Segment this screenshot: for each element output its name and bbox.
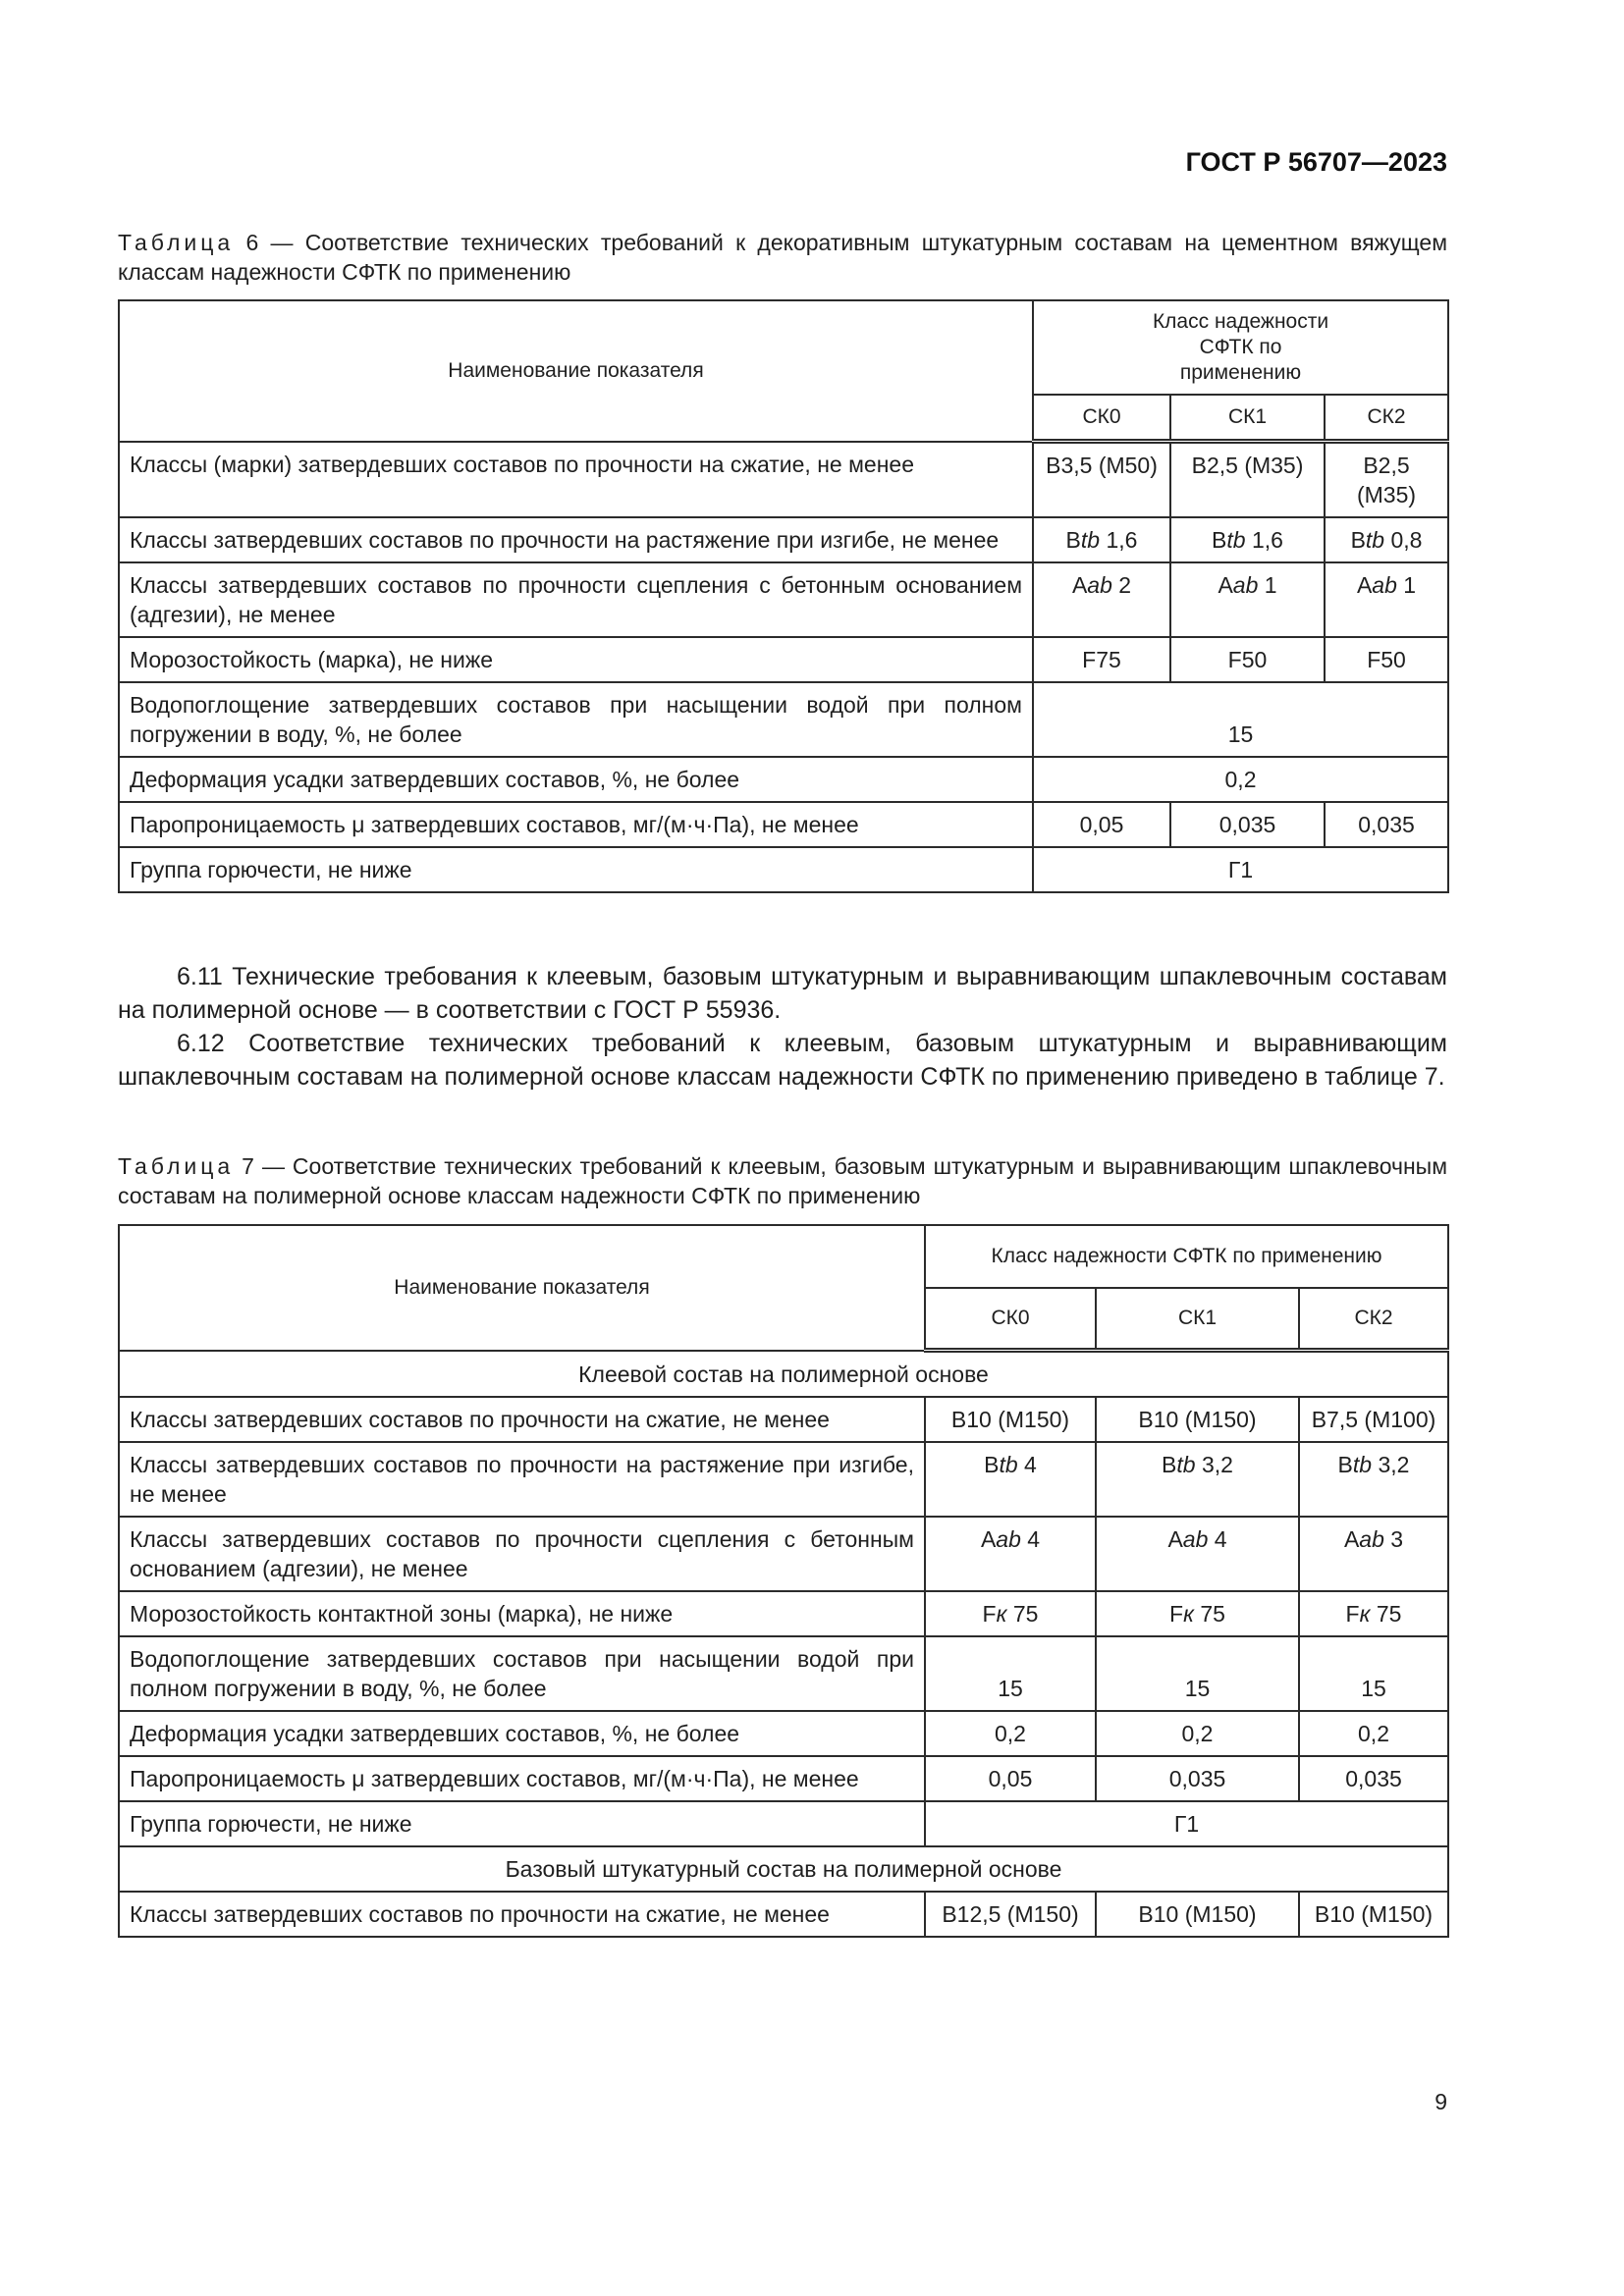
table-6-value: В2,5 (М35) bbox=[1170, 442, 1325, 518]
table-6-number: 6 bbox=[245, 230, 259, 255]
table-6-value: 0,05 bbox=[1033, 802, 1170, 847]
table-7-class-2: СК2 bbox=[1299, 1288, 1448, 1351]
table-6-merged-value: 15 bbox=[1033, 682, 1448, 757]
table-7-title: — Соответствие технических требований к клеевым, базовым штукатурным и выравнивающим шпаклевочным составам на полимерной основе классам надежности СФТК по применению bbox=[118, 1153, 1448, 1208]
table-6-row-name: Деформация усадки затвердевших составов, %, не более bbox=[119, 757, 1033, 802]
table-7-value: Aab 4 bbox=[1096, 1517, 1299, 1591]
table-7-row-name: Группа горючести, не ниже bbox=[119, 1801, 925, 1846]
table-7-value: 0,2 bbox=[1096, 1711, 1299, 1756]
table-7-label: Таблица bbox=[118, 1153, 235, 1179]
table-7-row-name: Водопоглощение затвердевших составов при насыщении водой при полном погружении в воду, %, не более bbox=[119, 1636, 925, 1711]
table-6-row-name: Классы затвердевших составов по прочности сцепления с бетонным основанием (адгезии), не менее bbox=[119, 562, 1033, 637]
table-row bbox=[119, 802, 1448, 847]
table-7-row-name: Классы затвердевших составов по прочности на растяжение при изгибе, не менее bbox=[119, 1442, 925, 1517]
table-7-value: Fк 75 bbox=[1299, 1591, 1448, 1636]
table-section-title: Базовый штукатурный состав на полимерной основе bbox=[119, 1846, 1448, 1892]
table-7-value: 0,05 bbox=[925, 1756, 1096, 1801]
table-7-value: Вtb 3,2 bbox=[1299, 1442, 1448, 1517]
table-6-class-2: СК2 bbox=[1325, 395, 1448, 442]
table-7-col-name: Наименование показателя bbox=[119, 1225, 925, 1351]
table-6-row-name: Классы (марки) затвердевших составов по прочности на сжатие, не менее bbox=[119, 442, 1033, 518]
table-6-col-group: Класс надежности СФТК по применению bbox=[1033, 300, 1448, 395]
table-6-value: Вtb 1,6 bbox=[1170, 517, 1325, 562]
table-7-row-name: Паропроницаемость μ затвердевших составов, мг/(м·ч·Па), не менее bbox=[119, 1756, 925, 1801]
table-6-value: F50 bbox=[1170, 637, 1325, 682]
table-7-value: 15 bbox=[925, 1636, 1096, 1711]
table-7-value: В12,5 (М150) bbox=[925, 1892, 1096, 1937]
table-7-value: Aab 4 bbox=[925, 1517, 1096, 1591]
table-7-class-0: СК0 bbox=[925, 1288, 1096, 1351]
table-6-col-name: Наименование показателя bbox=[119, 300, 1033, 442]
table-6-value: F50 bbox=[1325, 637, 1448, 682]
table-7-row-name: Классы затвердевших составов по прочности сцепления с бетонным основанием (адгезии), не менее bbox=[119, 1517, 925, 1591]
table-7-value: В7,5 (М100) bbox=[1299, 1397, 1448, 1442]
table-7-row-name: Морозостойкость контактной зоны (марка), не ниже bbox=[119, 1591, 925, 1636]
table-6-value: В2,5 (М35) bbox=[1325, 442, 1448, 518]
table-7-value: 0,2 bbox=[1299, 1711, 1448, 1756]
table-7-value: В10 (М150) bbox=[925, 1397, 1096, 1442]
table-6-value: Вtb 1,6 bbox=[1033, 517, 1170, 562]
table-row bbox=[119, 517, 1448, 562]
table-row bbox=[119, 1636, 1448, 1711]
table-7-value: Fк 75 bbox=[925, 1591, 1096, 1636]
table-6-class-0: СК0 bbox=[1033, 395, 1170, 442]
table-6-row-name: Водопоглощение затвердевших составов при насыщении водой при полном погружении в воду, %, не более bbox=[119, 682, 1033, 757]
table-6-header-row bbox=[119, 300, 1448, 395]
table-row bbox=[119, 637, 1448, 682]
table-row bbox=[119, 1711, 1448, 1756]
table-row bbox=[119, 847, 1448, 892]
table-6-row-name: Классы затвердевших составов по прочности на растяжение при изгибе, не менее bbox=[119, 517, 1033, 562]
table-6-value: 0,035 bbox=[1170, 802, 1325, 847]
table-7-value: 0,035 bbox=[1299, 1756, 1448, 1801]
table-6-value: Aab 1 bbox=[1170, 562, 1325, 637]
table-6-row-name: Паропроницаемость μ затвердевших составов, мг/(м·ч·Па), не менее bbox=[119, 802, 1033, 847]
table-row bbox=[119, 1756, 1448, 1801]
table-row bbox=[119, 1591, 1448, 1636]
table-7-class-1: СК1 bbox=[1096, 1288, 1299, 1351]
table-row bbox=[119, 757, 1448, 802]
table-section-title: Клеевой состав на полимерной основе bbox=[119, 1351, 1448, 1398]
table-7-row-name: Классы затвердевших составов по прочности на сжатие, не менее bbox=[119, 1397, 925, 1442]
table-7-value: Aab 3 bbox=[1299, 1517, 1448, 1591]
table-6-value: 0,035 bbox=[1325, 802, 1448, 847]
table-6-value: F75 bbox=[1033, 637, 1170, 682]
table-row bbox=[119, 1801, 1448, 1846]
table-7-value: В10 (М150) bbox=[1096, 1892, 1299, 1937]
table-7-value: 15 bbox=[1096, 1636, 1299, 1711]
paragraph-6-11: 6.11 Технические требования к клеевым, базовым штукатурным и выравнивающим шпаклевочным составам на полимерной основе — в соответствии с ГОСТ Р 55936. bbox=[118, 963, 1447, 1024]
table-7-value: В10 (М150) bbox=[1299, 1892, 1448, 1937]
body-text bbox=[118, 960, 1447, 1094]
table-7-number: 7 bbox=[242, 1153, 254, 1179]
table-6-value: В3,5 (М50) bbox=[1033, 442, 1170, 518]
table-6-value: Aab 1 bbox=[1325, 562, 1448, 637]
table-7-value: Вtb 3,2 bbox=[1096, 1442, 1299, 1517]
table-7-col-group: Класс надежности СФТК по применению bbox=[925, 1225, 1448, 1288]
paragraph-6-12: 6.12 Соответствие технических требований к клеевым, базовым штукатурным и выравнивающим шпаклевочным составам на полимерной основе классам надежности СФТК по применению приведено в таблице 7. bbox=[118, 1030, 1447, 1091]
table-6-class-1: СК1 bbox=[1170, 395, 1325, 442]
table-7-value: 0,2 bbox=[925, 1711, 1096, 1756]
table-6-caption bbox=[118, 228, 1447, 287]
table-6-merged-value: Г1 bbox=[1033, 847, 1448, 892]
table-7-row-name: Деформация усадки затвердевших составов, %, не более bbox=[119, 1711, 925, 1756]
table-row bbox=[119, 682, 1448, 757]
document-code: ГОСТ Р 56707—2023 bbox=[1185, 147, 1447, 177]
table-6-label: Таблица bbox=[118, 230, 235, 255]
table-7-value: 15 bbox=[1299, 1636, 1448, 1711]
page-number: 9 bbox=[1435, 2089, 1447, 2114]
table-7-value: Fк 75 bbox=[1096, 1591, 1299, 1636]
table-7-value: 0,035 bbox=[1096, 1756, 1299, 1801]
table-row bbox=[119, 1517, 1448, 1591]
table-6-value: Вtb 0,8 bbox=[1325, 517, 1448, 562]
table-row bbox=[119, 1442, 1448, 1517]
table-7 bbox=[118, 1224, 1449, 1938]
table-7-value: Вtb 4 bbox=[925, 1442, 1096, 1517]
table-6 bbox=[118, 299, 1449, 893]
table-7-caption bbox=[118, 1151, 1447, 1210]
table-7-value: В10 (М150) bbox=[1096, 1397, 1299, 1442]
table-row bbox=[119, 1397, 1448, 1442]
table-7-row-name: Классы затвердевших составов по прочности на сжатие, не менее bbox=[119, 1892, 925, 1937]
table-section-row bbox=[119, 1351, 1448, 1398]
table-7-merged-value: Г1 bbox=[925, 1801, 1448, 1846]
table-row bbox=[119, 562, 1448, 637]
table-6-row-name: Группа горючести, не ниже bbox=[119, 847, 1033, 892]
table-row bbox=[119, 442, 1448, 518]
table-row bbox=[119, 1892, 1448, 1937]
table-6-title: — Соответствие технических требований к декоративным штукатурным составам на цементном вяжущем классам надежности СФТК по применению bbox=[118, 230, 1448, 285]
table-7-header-row bbox=[119, 1225, 1448, 1288]
table-6-value: Aab 2 bbox=[1033, 562, 1170, 637]
table-6-merged-value: 0,2 bbox=[1033, 757, 1448, 802]
table-6-row-name: Морозостойкость (марка), не ниже bbox=[119, 637, 1033, 682]
table-section-row bbox=[119, 1846, 1448, 1892]
